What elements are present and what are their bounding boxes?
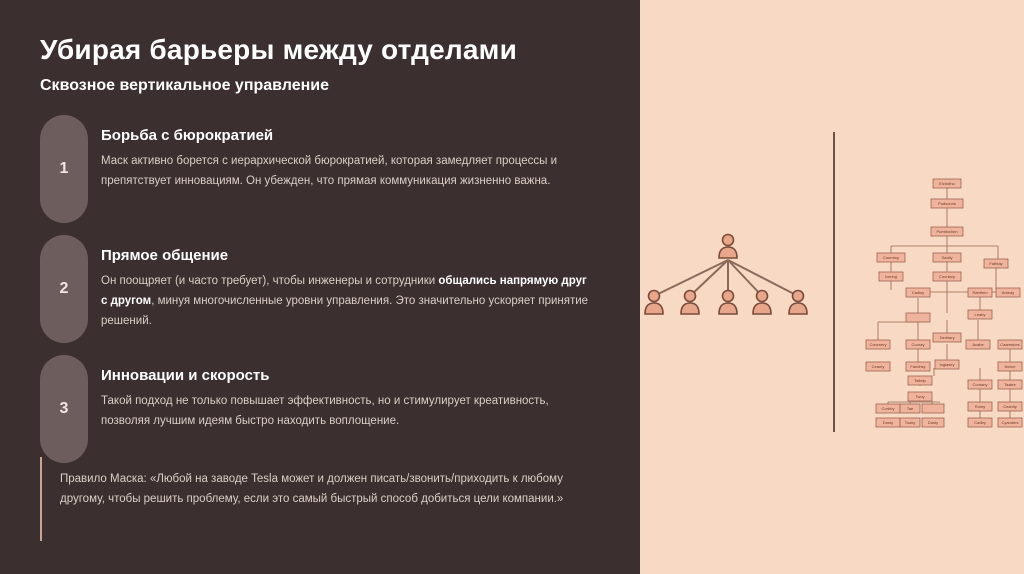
person-icon bbox=[789, 291, 807, 315]
org-box-label: Tooky bbox=[904, 420, 916, 425]
step-text bbox=[101, 271, 591, 331]
org-illustration bbox=[640, 0, 1024, 574]
org-box-label: Tae bbox=[906, 406, 914, 411]
org-box-label: Dosty bbox=[882, 420, 894, 425]
quote-block bbox=[40, 457, 582, 541]
org-box-label: Twoy bbox=[915, 394, 925, 399]
org-box bbox=[906, 313, 930, 322]
org-box-label: Cyanders bbox=[1001, 420, 1019, 425]
org-box-label: Acabe bbox=[972, 342, 984, 347]
step-heading: Борьба с бюрократией bbox=[101, 127, 274, 144]
divider-line bbox=[833, 132, 835, 432]
step-text-bold: общались напрямую друг с другом bbox=[101, 275, 587, 307]
org-box-label: Ceanty bbox=[871, 364, 885, 369]
org-box-label: Dosty bbox=[927, 420, 939, 425]
step-number-badge: 3 bbox=[40, 355, 88, 463]
org-box-label: Cooray bbox=[911, 342, 925, 347]
step-text-part: , минуя многочисленные уровни управления. Это значительно ускоряет принятие решений. bbox=[101, 295, 589, 327]
org-box-label: Pumtinchen bbox=[936, 229, 958, 234]
illustration-panel bbox=[640, 0, 1024, 574]
quote-text: Правило Маска: «Любой на заводе Tesla может и должен писать/звонить/приходить к любому другому, чтобы решить проблему, если это самый быстрый способ добиться цели компании.» bbox=[60, 473, 564, 505]
org-box-label: Pudsonns bbox=[938, 201, 956, 206]
org-box-label: Inglasiry bbox=[939, 362, 955, 367]
org-box-label: Ceanity bbox=[1003, 404, 1017, 409]
step-text: Маск активно борется с иерархической бюрократией, которая замедляет процессы и препятствует инновациям. Он убежден, что прямая коммуникация жизненно важна. bbox=[101, 155, 558, 187]
org-box-label: Taiteip bbox=[914, 378, 926, 383]
org-box-label: Coonlary bbox=[938, 274, 956, 279]
org-box-label: Aoteay bbox=[1001, 290, 1015, 295]
org-box-label: Tantlrary bbox=[939, 335, 955, 340]
org-box bbox=[922, 404, 944, 413]
step-heading: Прямое общение bbox=[101, 247, 229, 264]
org-box-label: Ibnine bbox=[1004, 364, 1016, 369]
step-text: Такой подход не только повышает эффективность, но и стимулирует креативность, позволяя лучшим идеям быстро находить воплощение. bbox=[101, 395, 549, 427]
org-box-label: Saotly bbox=[941, 255, 953, 260]
person-icon bbox=[753, 291, 771, 315]
slide-subtitle: Сквозное вертикальное управление bbox=[40, 77, 330, 94]
step-text-part: Он поощряет (и часто требует), чтобы инженеры и сотрудники bbox=[101, 275, 439, 287]
person-icon bbox=[719, 235, 737, 259]
org-box-label: Iverlng bbox=[884, 274, 898, 279]
org-box-label: Coumtoy bbox=[882, 255, 900, 260]
slide-title: Убирая барьеры между отделами bbox=[40, 34, 517, 65]
person-icon bbox=[719, 291, 737, 315]
org-box-label: Comany bbox=[972, 382, 988, 387]
step-number-badge: 2 bbox=[40, 235, 88, 343]
org-box-label: Concnery bbox=[869, 342, 887, 347]
org-chart-icon bbox=[866, 179, 1022, 427]
org-box-label: Fathtay bbox=[989, 261, 1003, 266]
org-box-label: Taalee bbox=[1004, 382, 1016, 387]
step-heading: Инновации и скорость bbox=[101, 367, 270, 384]
person-icon bbox=[681, 291, 699, 315]
org-box-label: Cadlsy bbox=[911, 290, 925, 295]
org-box-label: Leaby bbox=[974, 312, 986, 317]
org-box-label: Cadby bbox=[974, 420, 986, 425]
org-box-label: Caarestors bbox=[1000, 342, 1020, 347]
org-box-label: Corbby bbox=[881, 406, 895, 411]
org-box-label: Rantheo bbox=[972, 290, 988, 295]
org-box-label: Fandhsy bbox=[910, 364, 926, 369]
org-box-label: Elchotho bbox=[939, 181, 955, 186]
org-box-label: Ronty bbox=[974, 404, 986, 409]
step-number-badge: 1 bbox=[40, 115, 88, 223]
